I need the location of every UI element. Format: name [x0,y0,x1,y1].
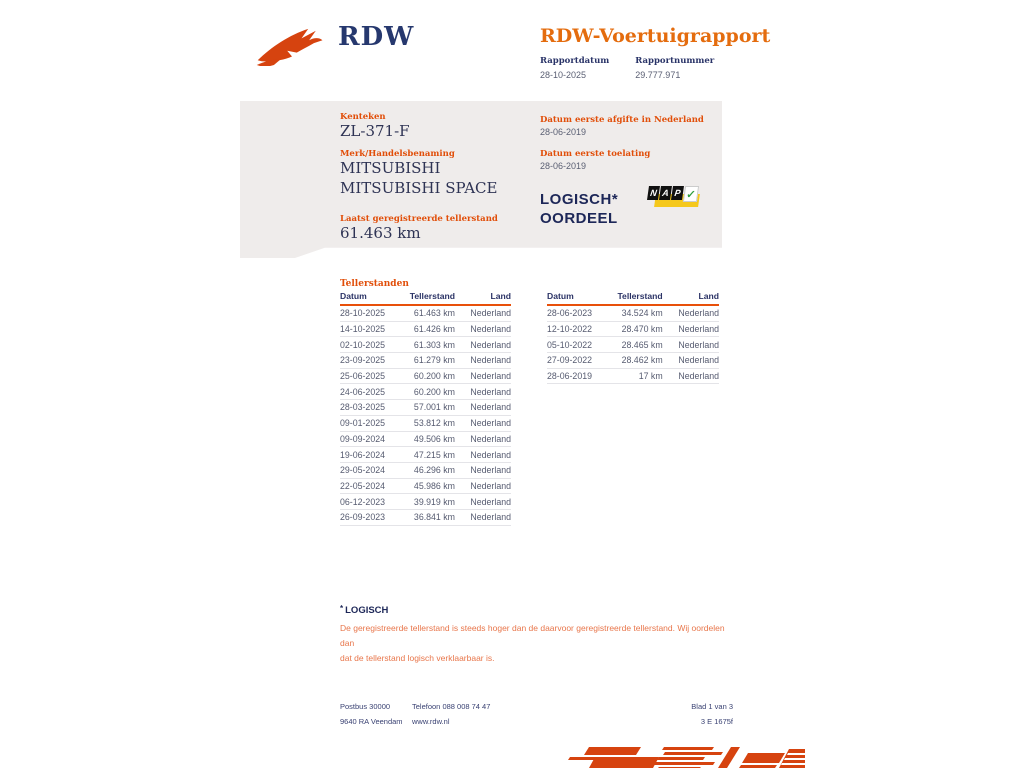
merk-value: MITSUBISHI [340,159,441,177]
logisch-footnote [340,604,740,666]
eerste-afgifte-value: 28-06-2019 [540,127,587,137]
table-cell: 24-06-2025 [340,384,402,400]
nap-logo [648,186,700,210]
page-footer [340,702,733,732]
table-row [340,509,511,525]
table-cell: Nederland [455,353,511,369]
table-cell: 49.506 km [402,431,455,447]
table-header-row [547,291,719,305]
tellerstanden-heading: Tellerstanden [340,279,409,289]
table-cell: Nederland [663,368,719,384]
table-cell: Nederland [455,494,511,510]
table-row [547,321,719,337]
table-cell: 61.426 km [402,321,455,337]
decorative-stripes-graphic [543,741,805,768]
table-cell: 39.919 km [402,494,455,510]
table-cell: 26-09-2023 [340,509,402,525]
table-cell: 23-09-2025 [340,353,402,369]
table-cell: 60.200 km [402,368,455,384]
report-date-value: 28-10-2025 [540,70,587,80]
table-cell: Nederland [455,509,511,525]
footer-form-code: 3 E 1675f [700,717,733,726]
table-cell: Nederland [455,384,511,400]
table-row [340,305,511,321]
col-header-land: Land [663,291,719,305]
table-cell: Nederland [455,321,511,337]
table-cell: 61.463 km [402,305,455,321]
table-row [340,337,511,353]
tellerstand-value: 61.463 km [340,224,421,242]
footnote-asterisk: * [340,604,344,613]
table-row [340,368,511,384]
table-cell: 47.215 km [402,447,455,463]
handelsbenaming-value: MITSUBISHI SPACE [340,179,498,197]
oordeel-line2: OORDEEL [540,210,618,227]
table-cell: 36.841 km [402,509,455,525]
report-number-value: 29.777.971 [635,70,681,80]
table-row [340,462,511,478]
report-meta [540,56,714,80]
table-cell: Nederland [455,368,511,384]
table-cell: 28-03-2025 [340,400,402,416]
footer-address-line2: 9640 RA Veendam [340,717,403,726]
report-number-label: Rapportnummer [635,56,715,66]
table-cell: 12-10-2022 [547,321,609,337]
table-cell: 46.296 km [402,462,455,478]
table-row [547,305,719,321]
col-header-tellerstand: Tellerstand [402,291,455,305]
eerste-toelating-value: 28-06-2019 [540,161,587,171]
table-cell: 06-12-2023 [340,494,402,510]
table-cell: 09-01-2025 [340,415,402,431]
col-header-datum: Datum [340,291,402,305]
table-cell: 28-06-2019 [547,368,609,384]
merk-label: Merk/Handelsbenaming [340,149,455,159]
table-cell: Nederland [455,400,511,416]
table-cell: Nederland [663,353,719,369]
table-cell: Nederland [455,431,511,447]
table-cell: 34.524 km [609,305,662,321]
footnote-text: De geregistreerde tellerstand is steeds hoger dan de daarvoor geregistreerde tellerstand. Wij oordelen dan dat de tellerstand logisch verklaarbaar is. [340,623,725,663]
table-row [547,368,719,384]
table-cell: 57.001 km [402,400,455,416]
table-cell: 45.986 km [402,478,455,494]
table-cell: Nederland [455,462,511,478]
rdw-eagle-logo-icon [253,26,331,66]
table-cell: 28.465 km [609,337,662,353]
footer-phone: Telefoon 088 008 74 47 [412,702,491,711]
table-row [547,353,719,369]
table-row [547,337,719,353]
table-cell: 19-06-2024 [340,447,402,463]
table-cell: 05-10-2022 [547,337,609,353]
nap-letter-a: A [659,186,672,200]
table-row [340,400,511,416]
oordeel-text [540,190,618,228]
table-cell: 02-10-2025 [340,337,402,353]
table-cell: 61.303 km [402,337,455,353]
col-header-land: Land [455,291,511,305]
table-cell: 28.470 km [609,321,662,337]
nap-letter-p: P [671,186,684,200]
table-row [340,494,511,510]
table-row [340,431,511,447]
table-cell: Nederland [455,305,511,321]
table-row [340,447,511,463]
nap-letter-n: N [647,186,660,200]
table-row [340,384,511,400]
odometer-table-left [340,291,511,526]
footer-page-indicator: Blad 1 van 3 [691,702,733,711]
table-cell: Nederland [455,337,511,353]
table-cell: 25-06-2025 [340,368,402,384]
page-title: RDW-Voertuigrapport [540,25,771,47]
table-row [340,415,511,431]
footer-website[interactable]: www.rdw.nl [412,717,450,726]
table-row [340,321,511,337]
report-date-label: Rapportdatum [540,56,610,66]
table-cell: 14-10-2025 [340,321,402,337]
col-header-tellerstand: Tellerstand [609,291,662,305]
table-cell: 09-09-2024 [340,431,402,447]
tellerstand-label: Laatst geregistreerde tellerstand [340,214,498,224]
rdw-logo-text: RDW [338,22,415,52]
table-row [340,353,511,369]
table-cell: 29-05-2024 [340,462,402,478]
table-cell: 28.462 km [609,353,662,369]
table-cell: 28-10-2025 [340,305,402,321]
odometer-table-right [547,291,719,384]
table-cell: Nederland [663,305,719,321]
nap-check-icon: ✓ [683,186,699,202]
table-cell: 22-05-2024 [340,478,402,494]
table-cell: 61.279 km [402,353,455,369]
table-cell: Nederland [455,415,511,431]
table-cell: Nederland [663,321,719,337]
table-row [340,478,511,494]
eerste-toelating-label: Datum eerste toelating [540,149,651,159]
table-cell: 27-09-2022 [547,353,609,369]
table-cell: 17 km [609,368,662,384]
table-header-row [340,291,511,305]
table-cell: Nederland [455,478,511,494]
col-header-datum: Datum [547,291,609,305]
footer-address-line1: Postbus 30000 [340,702,391,711]
eerste-afgifte-label: Datum eerste afgifte in Nederland [540,115,704,125]
table-cell: Nederland [663,337,719,353]
table-cell: 53.812 km [402,415,455,431]
oordeel-line1: LOGISCH* [540,191,619,208]
table-cell: Nederland [455,447,511,463]
kenteken-value: ZL-371-F [340,122,410,140]
footnote-title: * LOGISCH [340,604,389,616]
table-cell: 28-06-2023 [547,305,609,321]
table-cell: 60.200 km [402,384,455,400]
kenteken-label: Kenteken [340,112,386,122]
